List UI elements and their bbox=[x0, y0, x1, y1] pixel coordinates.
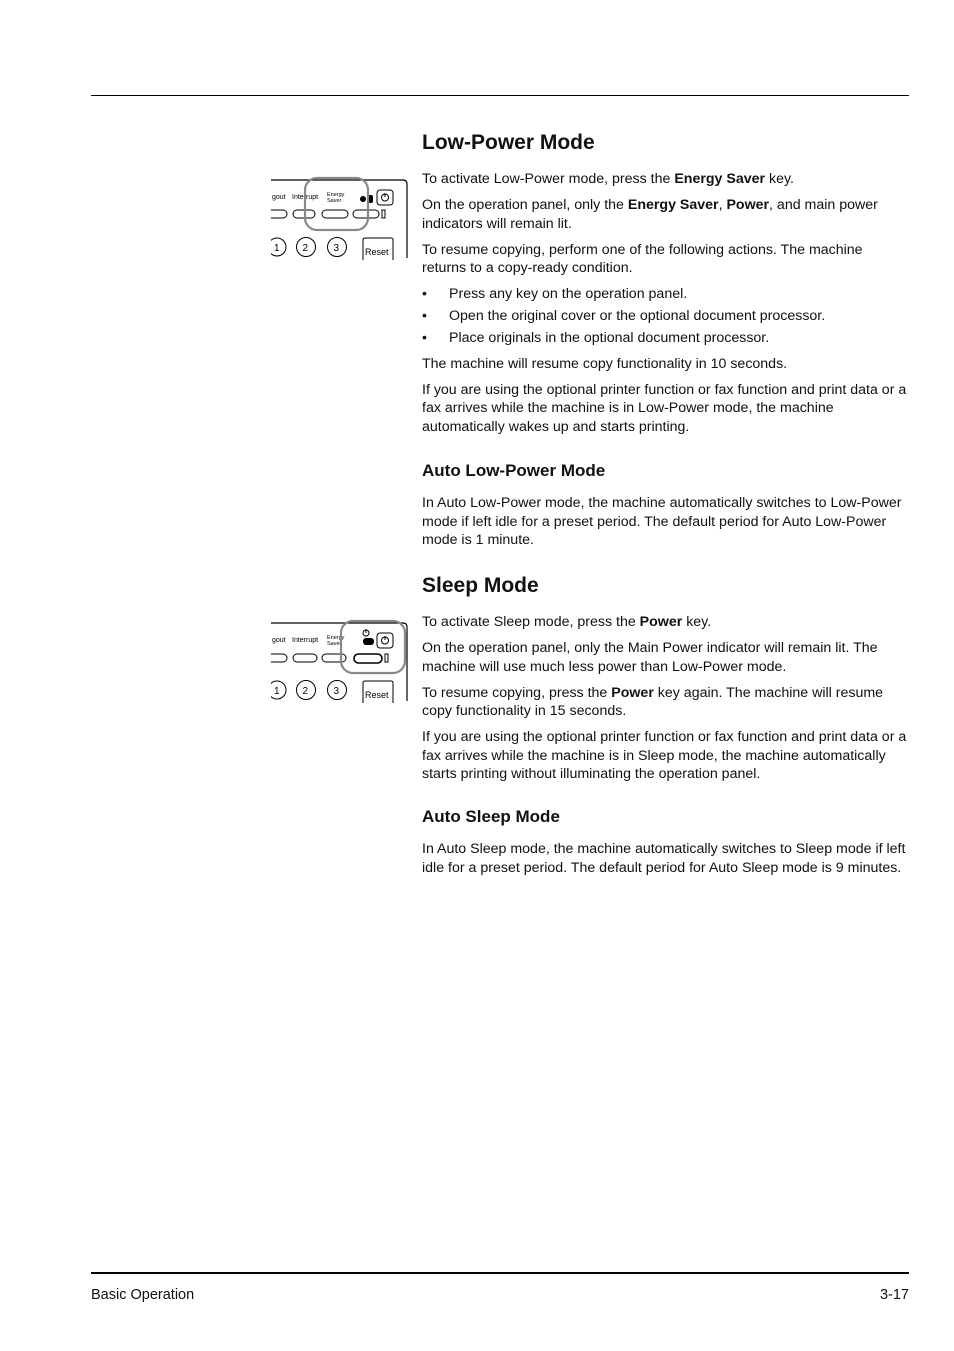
energy-saver-label-line2-2: Saver bbox=[327, 641, 342, 647]
sleep-activate-text bbox=[422, 613, 909, 632]
auto-low-power-section bbox=[422, 460, 909, 557]
auto-low-power-text: In Auto Low-Power mode, the machine automatically switches to Low-Power mode if left idle for a preset period. The default period for Auto Low-Power mode is 1 minute. bbox=[422, 495, 902, 548]
resume-actions-list bbox=[422, 285, 909, 348]
sleep-section bbox=[422, 573, 909, 791]
auto-sleep-section bbox=[422, 806, 909, 885]
text-run: key. bbox=[765, 171, 794, 187]
text-run: To activate Sleep mode, press the bbox=[422, 614, 640, 630]
energy-saver-indicator bbox=[360, 196, 366, 202]
footer-chapter-title: Basic Operation bbox=[91, 1287, 195, 1303]
numeric-key-1: 1 bbox=[274, 243, 280, 254]
sleep-printer-text: If you are using the optional printer function or fax function and print data or a fax arrives while the machine is in Sleep mode, the machine automatically starts printing without illuminating the operation panel. bbox=[422, 729, 907, 782]
text-run: , and main power indicators will remain lit. bbox=[422, 197, 878, 232]
energy-saver-label-line2: Saver bbox=[327, 198, 342, 204]
interrupt-key-label-2: Interrupt bbox=[292, 637, 319, 644]
footer-rule bbox=[91, 1272, 909, 1274]
list-item: • Press any key on the operation panel. bbox=[422, 285, 909, 304]
low-power-heading: Low-Power Mode bbox=[422, 131, 595, 154]
auto-low-power-heading: Auto Low-Power Mode bbox=[422, 461, 606, 480]
sleep-heading: Sleep Mode bbox=[422, 574, 539, 597]
numeric-key-2: 2 bbox=[302, 243, 309, 254]
logout-key-label-2: gout bbox=[272, 637, 286, 644]
text-run: key. bbox=[682, 614, 712, 630]
power-key-name: Power bbox=[639, 614, 683, 630]
power-highlight-ring bbox=[341, 621, 405, 673]
numeric-key-3: 3 bbox=[333, 243, 340, 254]
text-run: , bbox=[718, 197, 727, 213]
interrupt-key-label: Interrupt bbox=[292, 194, 319, 201]
text-run: To activate Low-Power mode, press the bbox=[422, 171, 675, 187]
reset-key-label-2: Reset bbox=[365, 690, 389, 700]
page-number: 3-17 bbox=[879, 1287, 909, 1303]
low-power-activate-text bbox=[422, 170, 909, 189]
sleep-indicator-text: On the operation panel, only the Main Power indicator will remain lit. The machine will use much less power than Low-Power mode. bbox=[422, 640, 878, 675]
power-key-name: Power bbox=[611, 684, 654, 701]
energy-saver-key-name: Energy Saver bbox=[627, 197, 719, 213]
text-run: On the operation panel, only the bbox=[422, 197, 628, 213]
low-power-resume-time-text: The machine will resume copy functionality in 10 seconds. bbox=[422, 355, 788, 372]
power-panel-illustration bbox=[271, 619, 411, 703]
operation-panel-image bbox=[271, 176, 411, 260]
energy-saver-key-name: Energy Saver bbox=[674, 171, 766, 187]
energy-saver-label-line1: Energy bbox=[327, 192, 345, 198]
auto-sleep-text: In Auto Sleep mode, the machine automatically switches to Sleep mode if left idle for a preset period. The default period for Auto Sleep mode is 9 minutes. bbox=[422, 841, 906, 876]
list-item: • Open the original cover or the optional document processor. bbox=[422, 307, 909, 326]
power-key-name: Power bbox=[726, 197, 770, 213]
text-run: To resume copying, press the bbox=[422, 684, 612, 701]
numeric-key-1-2: 1 bbox=[274, 686, 280, 697]
numeric-key-2-2: 2 bbox=[302, 686, 309, 697]
logout-key-label: gout bbox=[272, 194, 286, 201]
low-power-resume-text: To resume copying, perform one of the following actions. The machine returns to a copy-ready condition. bbox=[422, 241, 863, 276]
low-power-section bbox=[422, 130, 909, 444]
operation-panel-image-2 bbox=[271, 619, 411, 703]
numeric-key-3-2: 3 bbox=[333, 686, 340, 697]
list-item: • Place originals in the optional document processor. bbox=[422, 329, 909, 348]
low-power-indicator-text bbox=[422, 196, 909, 233]
auto-sleep-heading: Auto Sleep Mode bbox=[422, 807, 560, 826]
energy-saver-label-line1-2: Energy bbox=[327, 635, 345, 641]
energy-saver-panel-illustration bbox=[271, 176, 411, 260]
header-rule bbox=[91, 95, 909, 96]
text-run: key again. The machine will resume copy functionality in 15 seconds. bbox=[422, 684, 884, 719]
sleep-resume-text bbox=[422, 684, 909, 721]
energy-saver-highlight-ring bbox=[305, 178, 368, 230]
reset-key-label: Reset bbox=[365, 247, 389, 257]
low-power-printer-text: If you are using the optional printer function or fax function and print data or a fax arrives while the machine is in Low-Power mode, the machine automatically wakes up and starts printing. bbox=[422, 381, 907, 435]
